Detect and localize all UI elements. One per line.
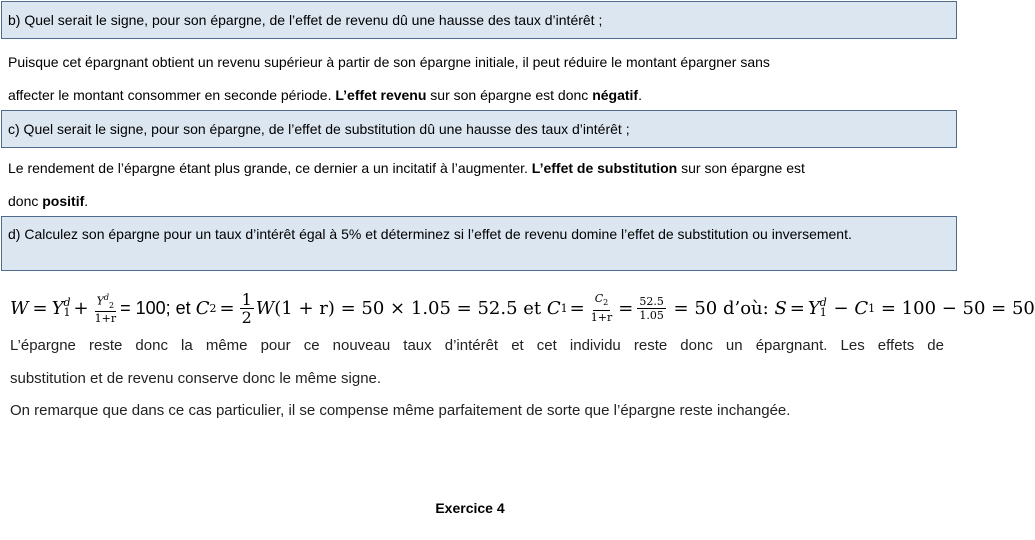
positif-label: positif	[42, 193, 85, 209]
formula-eq-4: =	[618, 297, 634, 319]
formula-result-2: = 50 d’où:	[667, 297, 775, 319]
formula-y1-indices: d 1	[63, 296, 71, 319]
formula-y1-b-indices: d 1	[819, 296, 827, 319]
formula-y1: Y	[51, 297, 64, 319]
formula-c1-b: C	[854, 297, 869, 319]
answer-d-line3	[10, 402, 944, 419]
formula-paren: (1 + r)	[274, 297, 335, 319]
formula-c2: C	[195, 297, 210, 319]
answer-b-line2-start: affecter le montant consommer en seconde période.	[8, 87, 336, 103]
question-d-text: d) Calculez son épargne pour un taux d’intérêt égal à 5% et déterminez si l’effet de revenu domine l’effet de substitution ou inversement.	[8, 226, 852, 242]
formula-calc-1: = 50 × 1.05 = 52.5 et	[334, 297, 547, 319]
question-c-box	[1, 110, 957, 148]
answer-c-line1	[8, 152, 952, 185]
answer-b-line2-end: .	[638, 87, 642, 103]
answer-d-para2: On remarque que dans ce cas particulier, il se compense même parfaitement de sorte que l’épargne reste inchangée.	[10, 402, 791, 419]
question-c-text: c) Quel serait le signe, pour son épargne, de l’effet de substitution dû une hausse des taux d’intérêt ;	[8, 121, 630, 137]
effet-revenu-label: L’effet revenu	[335, 87, 427, 103]
formula-frac-y2: $\frac{Y^d_2}{1+r}$	[94, 292, 117, 326]
answer-b-line2-mid: sur son épargne est donc	[426, 87, 593, 103]
answer-d-para1: L’épargne reste donc la même pour ce nouveau taux d’intérêt et cet individu reste donc un épargnant. Les effets de	[10, 337, 944, 354]
answer-d-para1-line2: substitution et de revenu conserve donc le même signe.	[10, 370, 382, 387]
negatif-label: négatif	[592, 87, 639, 103]
formula-frac-numbers: $\frac{52.5}{1.05}$	[639, 294, 664, 322]
formula-s: S	[774, 297, 787, 319]
answer-c-line2	[8, 185, 952, 218]
formula-c1: C	[546, 297, 561, 319]
formula-frac-half: $\frac{1}{2}$	[241, 289, 252, 327]
formula-y1-b: Y	[807, 297, 820, 319]
answer-c-line2-start: donc	[8, 193, 43, 209]
answer-d-line2	[10, 370, 944, 387]
answer-b-line1	[8, 46, 952, 79]
answer-c-line1-end: sur son épargne est	[677, 160, 805, 176]
question-b-box	[1, 1, 957, 39]
answer-b-line2	[8, 79, 952, 112]
answer-b-line1-text: Puisque cet épargnant obtient un revenu supérieur à partir de son épargne initiale, il peut réduire le montant épargner sans	[8, 54, 770, 70]
formula-w-paren: W	[255, 297, 275, 319]
formula-eq-3: =	[569, 297, 585, 319]
exercise-title: Exercice 4	[435, 500, 505, 516]
effet-substitution-label: L’effet de substitution	[531, 160, 678, 176]
question-d-box	[1, 216, 957, 271]
formula-minus: −	[827, 297, 855, 319]
answer-c-line1-start: Le rendement de l’épargne étant plus grande, ce dernier a un incitatif à l’augmenter.	[8, 160, 532, 176]
answer-d-line1	[10, 337, 944, 354]
formula-eq-2: =	[219, 297, 235, 319]
savings-formula: W = Y d 1 + $\frac{Y^d_2}{1+r}$ = 100; et C 2 = $\frac{1}{2}$ W (1 + r) = 50 × 1.05 = 52.5 et C 1 = $\frac{C_2}{1+r}$ = $\frac{52.5}{1.05}$ = 50 d’où: S = Y d 1 − C 1 = 100 − 50 = 50	[10, 289, 1035, 327]
formula-result-3: = 100 − 50 = 50	[875, 297, 1035, 319]
formula-result-1: = 100; et	[120, 297, 196, 318]
answer-c-line2-end: .	[84, 193, 89, 209]
formula-plus: +	[73, 297, 89, 319]
question-b-text: b) Quel serait le signe, pour son épargne, de l’effet de revenu dû une hausse des taux d’intérêt ;	[8, 12, 603, 28]
formula-eq-1: =	[32, 297, 48, 319]
formula-eq-5: =	[789, 297, 805, 319]
formula-w: W	[10, 297, 29, 319]
formula-frac-c2: $\frac{C_2}{1+r}$	[590, 292, 613, 324]
